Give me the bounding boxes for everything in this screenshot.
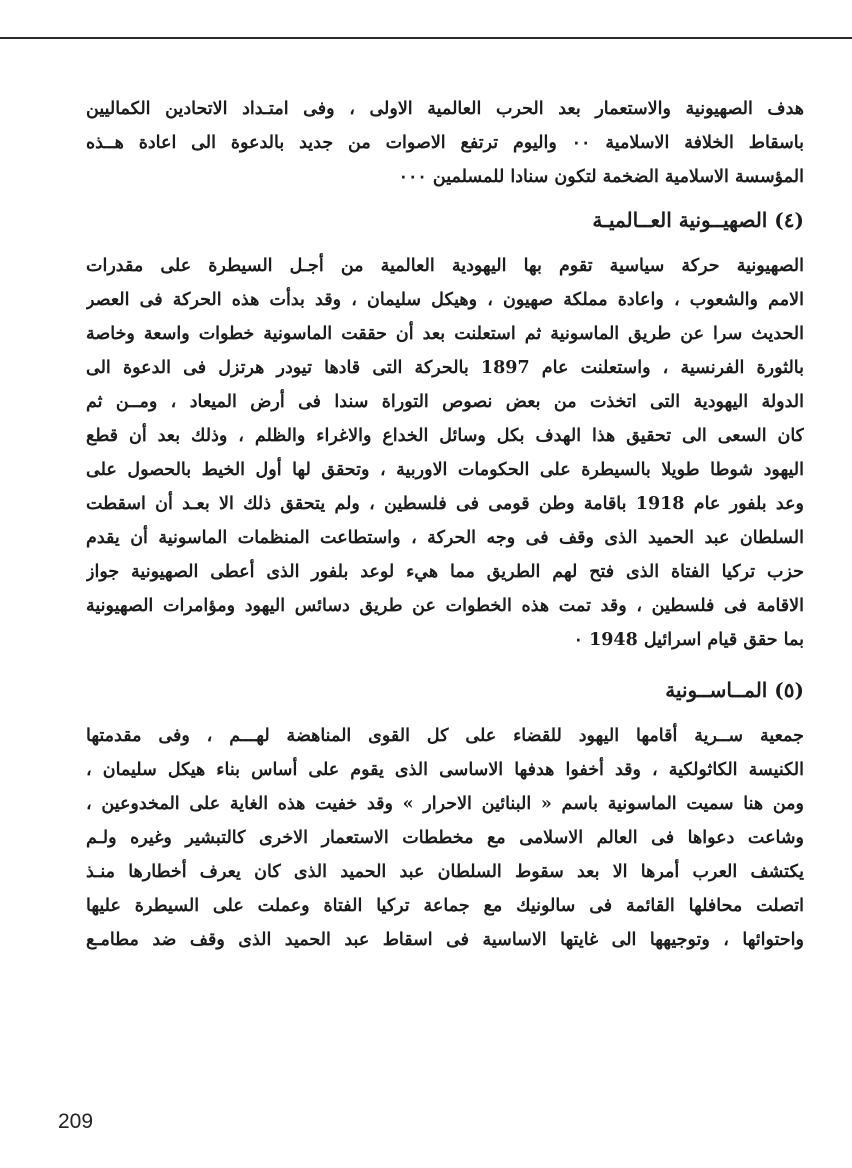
text-line: هدف الصهيونية والاستعمار بعد الحرب العالمية الاولى ، وفى امتـداد الاتحادين الكماليين	[86, 99, 804, 119]
page-body	[86, 92, 804, 957]
text-line: السلطان عبد الحميد الذى وقف فى وجه الحركة ، واستطاعت المنظمات الماسونية أن يقدم	[86, 528, 804, 548]
text-line: ومن هنا سميت الماسونية باسم « البنائين الاحرار » وقد خفيت هذه الغاية على المخدوعين ،	[86, 794, 804, 814]
text-line: اليهود شوطا طويلا بالسيطرة على الحكومات الاوربية ، وتحقق لها أول الخيط بالحصول على	[86, 460, 804, 480]
text-line: المؤسسة الاسلامية الضخمة لتكون سنادا للمسلمين ٠٠٠	[398, 167, 804, 187]
text-line: بالثورة الفرنسية ، واستعلنت عام 1897 بالحركة التى قادها تيودر هرتزل فى الدعوة الى	[86, 358, 804, 378]
text-line: جمعية ســرية أقامها اليهود للقضاء على كل القوى المناهضة لهـــم ، وفى مقدمتها	[86, 726, 804, 746]
text-line: اتصلت محافلها القائمة فى سالونيك مع جماعة تركيا الفتاة وعملت على السيطرة عليها	[86, 896, 804, 916]
top-rule	[0, 37, 852, 39]
text-line: الامم والشعوب ، واعادة مملكة صهيون ، وهيكل سليمان ، وقد بدأت هذه الحركة فى العصر	[86, 290, 804, 310]
text-line: الصهيونية حركة سياسية تقوم بها اليهودية العالمية من أجـل السيطرة على مقدرات	[86, 256, 804, 276]
text-line: باسقاط الخلافة الاسلامية ٠٠ واليوم ترتفع الاصوات من جديد بالدعوة الى اعادة هــذه	[86, 133, 804, 153]
text-line: حزب تركيا الفتاة الذى فتح لهم الطريق مما هيء لوعد بلفور الذى أعطى الصهيونية جواز	[86, 562, 804, 582]
text-line: الاقامة فى فلسطين ، وقد تمت هذه الخطوات عن طريق دسائس اليهود ومؤامرات الصهيونية	[86, 596, 804, 616]
text-line: كان السعى الى تحقيق هذا الهدف بكل وسائل الخداع والاغراء والظلم ، وذلك بعد أن قطع	[86, 426, 804, 446]
page-number: 209	[58, 1110, 94, 1133]
text-line: الدولة اليهودية التى اتخذت من بعض نصوص التوراة سندا فى أرض الميعاد ، ومــن ثم	[86, 392, 804, 412]
text-line: الحديث سرا عن طريق الماسونية ثم استعلنت بعد أن حققت الماسونية خطوات واسعة وخاصة	[86, 324, 804, 344]
text-line: وعد بلفور عام 1918 باقامة وطن قومى فى فلسطين ، ولم يتحقق ذلك الا بعـد أن اسقطت	[86, 494, 804, 514]
section-heading-zionism: (٤) الصهيــونية العــالميـة	[592, 208, 804, 232]
paragraph-1	[86, 92, 804, 194]
paragraph-zionism	[86, 249, 804, 657]
section-heading-freemasonry: (٥) المــاســونية	[665, 678, 804, 702]
text-line: وشاعت دعواها فى العالم الاسلامى مع مخططات الاستعمار الاخرى كالتبشير وغيره ولـم	[86, 828, 804, 848]
text-line: يكتشف العرب أمرها الا بعد سقوط السلطان عبد الحميد الذى كان يعرف أخطارها منـذ	[86, 862, 804, 882]
text-line: واحتوائها ، وتوجيهها الى غايتها الاساسية فى اسقاط عبد الحميد الذى وقف ضد مطامـع	[86, 930, 804, 950]
paragraph-freemasonry	[86, 719, 804, 957]
text-line: بما حقق قيام اسرائيل 1948 ٠	[573, 630, 804, 650]
text-line: الكنيسة الكاثولكية ، وقد أخفوا هدفها الاساسى الذى يقوم على أساس بناء هيكل سليمان ،	[86, 760, 804, 780]
